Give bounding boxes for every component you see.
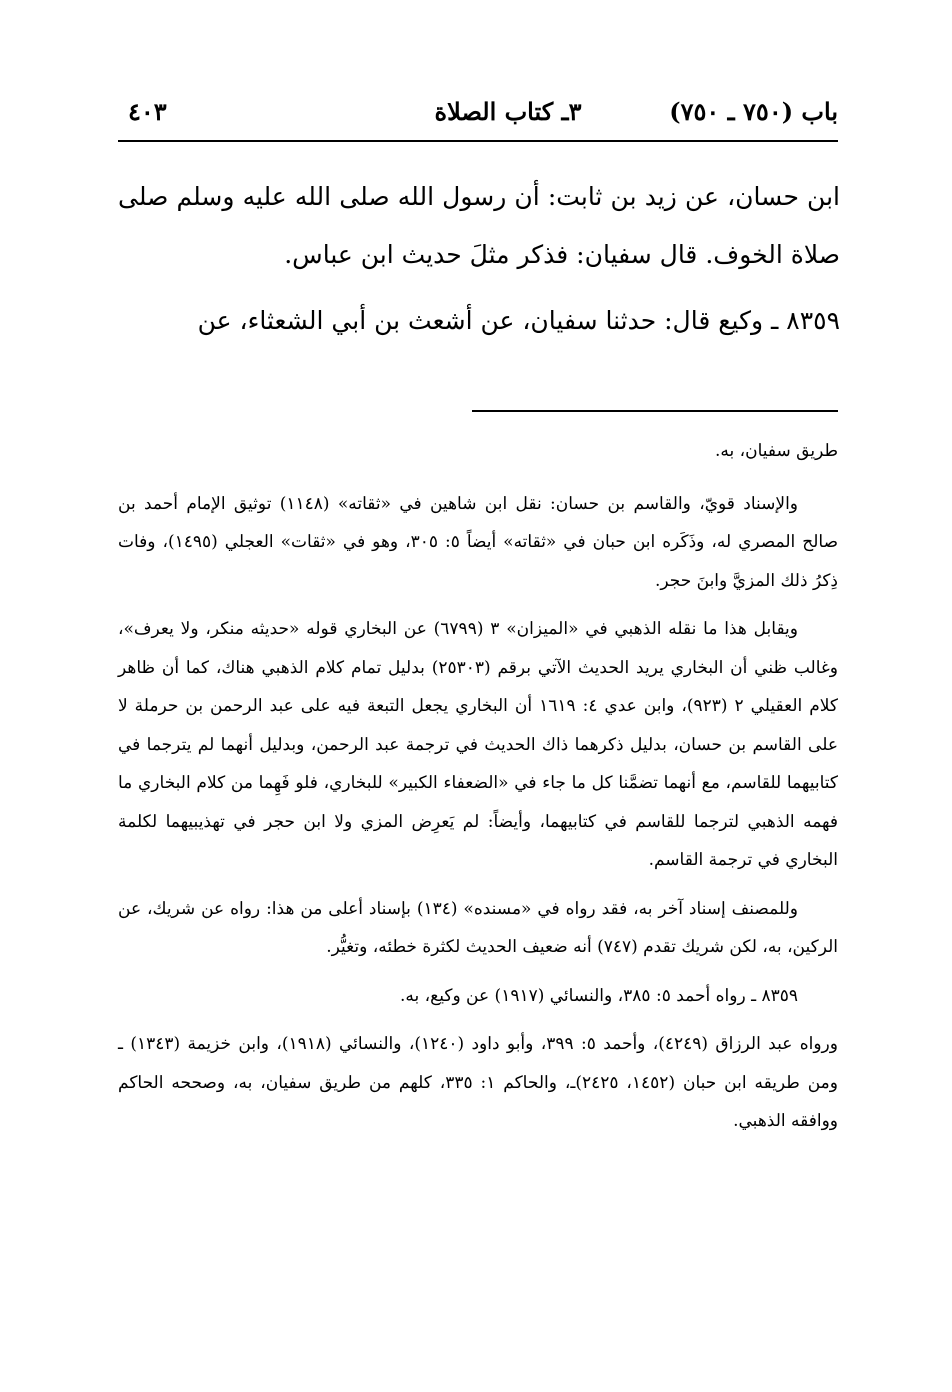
footnote-paragraph: ورواه عبد الرزاق (٤٢٤٩)، وأحمد ٥: ٣٩٩، وأبو داود (١٢٤٠)، والنسائي (١٩١٨)، وابن خزيمة (١٣٤٣) ـ ومن طريقه ابن حبان (١٤٥٢، ٢٤٢٥)ـ، والحاكم ١: ٣٣٥، كلهم من طريق سفيان، به، وصححه الحاكم ووافقه الذهبي. <box>118 1034 838 1131</box>
book-title: ٣ـ كتاب الصلاة <box>434 97 582 126</box>
page-number: ٤٠٣ <box>128 97 167 126</box>
running-header <box>118 92 838 132</box>
footnote-paragraph: والإسناد قويّ، والقاسم بن حسان: نقل ابن شاهين في «ثقاته» (١١٤٨) توثيق الإمام أحمد بن صالح المصري له، وذَكَره ابن حبان في «ثقاته» أيضاً ٥: ٣٠٥، وهو في «ثقات» العجلي (١٤٩٥)، وفات ذِكرُ ذلك المزيَّ وابنَ حجر. <box>118 493 838 591</box>
footnotes <box>118 432 838 1151</box>
footnote-paragraph: وللمصنف إسناد آخر به، فقد رواه في «مسنده» (١٣٤) بإسناد أعلى من هذا: رواه عن شريك، عن الركين، به، لكن شريك تقدم (٧٤٧) أنه ضعيف الحديث لكثرة خطئه، وتغيُّر. <box>118 898 838 957</box>
hadith-8359: ٨٣٥٩ ـ وكيع قال: حدثنا سفيان، عن أشعث بن أبي الشعثاء، عن <box>197 306 840 335</box>
main-text <box>118 168 840 358</box>
header-rule <box>118 140 838 142</box>
footnote-separator <box>472 410 838 412</box>
main-paragraph: ابن حسان، عن زيد بن ثابت: أن رسول الله صلى الله عليه وسلم صلى صلاة الخوف. قال سفيان: فذكر مثلَ حديث ابن عباس. <box>118 182 840 269</box>
footnote-paragraph: ويقابل هذا ما نقله الذهبي في «الميزان» ٣ (٦٧٩٩) عن البخاري قوله «حديثه منكر، ولا يعرف»، وغالب ظني أن البخاري يريد الحديث الآتي برقم (٢٥٣٠٣) بدليل تمام كلام الذهبي هناك، كما أن ظاهر كلام العقيلي ٢ (٩٢٣)، وابن عدي ٤: ١٦١٩ أن البخاري يجعل التبعة فيه على عبد الرحمن بن حرملة لا على القاسم بن حسان، بدليل ذكرهما ذاك الحديث في ترجمة عبد الرحمن، وبدليل أنهما لم يترجما في كتابيهما للقاسم، مع أنهما تضمَّنا كل ما جاء في «الضعفاء الكبير» للبخاري، فلو فَهِما من كلام البخاري ما فهمه الذهبي لترجما للقاسم في كتابيهما، وأيضاً: لم يَعرِض المزي ولا ابن حجر في تهذيبيهما لكلمة البخاري في ترجمة القاسم. <box>118 619 838 870</box>
footnote-8359: ٨٣٥٩ ـ رواه أحمد ٥: ٣٨٥، والنسائي (١٩١٧) عن وكيع، به. <box>400 985 798 1006</box>
chapter-range: باب (٧٥٠ ـ ٧٥٠) <box>669 97 838 126</box>
footnote-paragraph: طريق سفيان، به. <box>714 441 838 461</box>
